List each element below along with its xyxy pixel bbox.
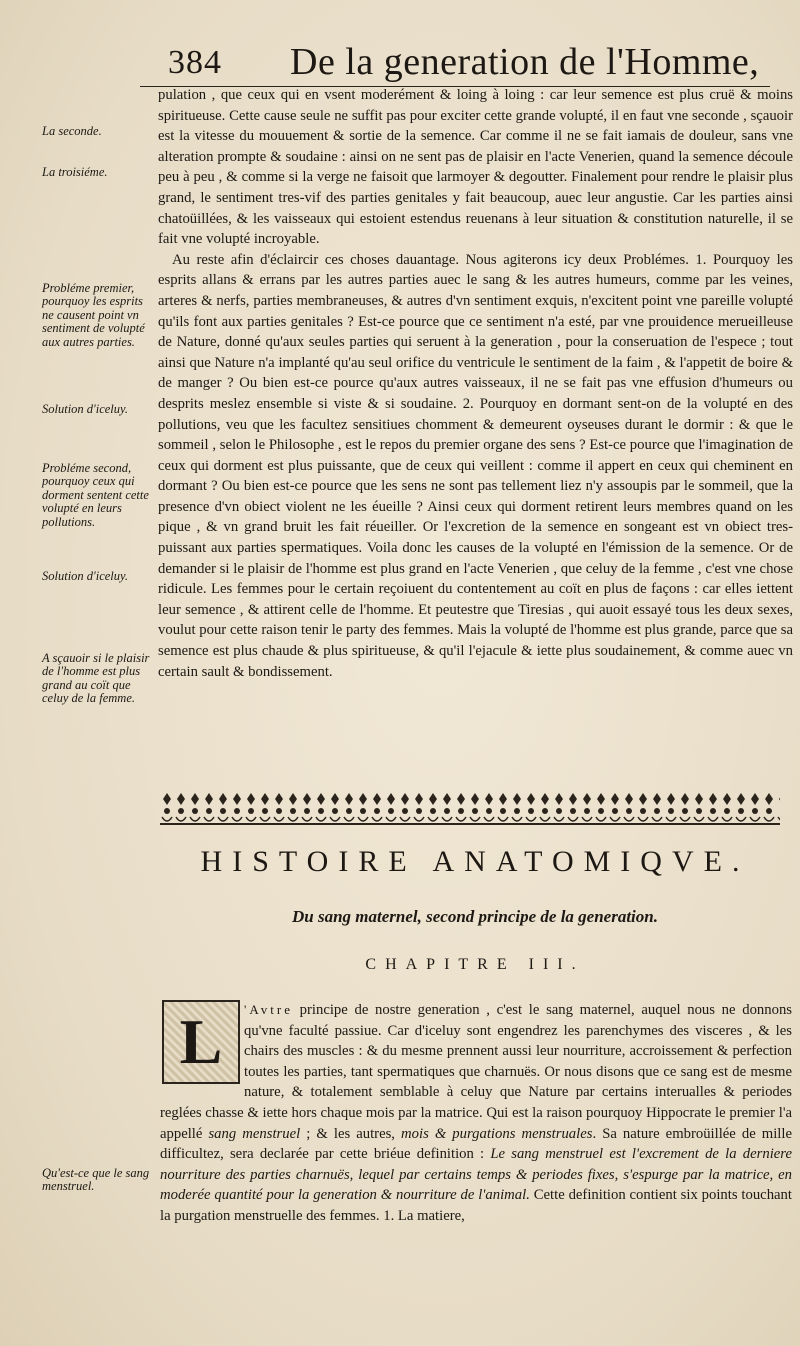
margin-note-sang-menstruel: Qu'est-ce que le sang menstruel.: [42, 1166, 150, 1194]
drop-cap: [162, 1000, 240, 1084]
chapter-heading: CHAPITRE III.: [365, 956, 585, 973]
drop-cap-letter: L: [179, 1006, 223, 1077]
margin-note-plaisir: A sçauoir si le plaisir de l'homme est plus grand au coït que celuy de la femme.: [42, 651, 150, 706]
margin-note-seconde: La seconde.: [42, 124, 102, 138]
margin-note-probleme-premier: Probléme premier, pourquoy les esprits ne causent point vn sentiment de volupté aux autres parties.: [42, 281, 145, 349]
paragraph: pulation , que ceux qui en vsent moderément & loing à loing : car leur semence est plus cruë & moins spiritueuse. Cette cause seule ne suffit pas pour exciter cette grande volupté, il en faut vne seconde , sçauoir est la vitesse du mouuement & sortie de la semence. Car comme il ne se fait iamais de douleur, sans vne alteration prompte & soudaine : ainsi on ne sent pas de plaisir en l'acte Venerien, quand la semence découle peu à peu , & comme si la verge ne faisoit que larmoyer & degoutter. Finalement pour rendre le plaisir plus grand, le sentiment tres-vif des parties genitales y fait beaucoup, auec leur angustie. Car les parties ainsi chatoüillées, & les vaisseaux qui estoient estendus reuenans à leur situation & constitution naturelle, il se fait vne volupté incroyable.: [158, 87, 793, 248]
chapter-text-part: . Sa nature embroüillée de mille difficultez, sera declarée par cette briéue definition :: [160, 1125, 792, 1163]
running-title: De la generation de l'Homme,: [290, 41, 760, 83]
chapter-text-part: ; & les autres,: [300, 1125, 402, 1142]
section-title: HISTOIRE ANATOMIQVE.: [200, 845, 750, 878]
opening-small-caps: 'Avtre: [244, 1002, 293, 1017]
section-subtitle: Du sang maternel, second principe de la generation.: [292, 907, 658, 926]
page-number: 384: [168, 44, 222, 81]
chapter-text: [160, 1000, 792, 1227]
page-header: [140, 36, 770, 87]
chapter-text-part: Cette definition contient six points touchant la purgation menstruelle des femmes. 1. La matiere,: [160, 1187, 792, 1224]
margin-note-probleme-second: Probléme second, pourquoy ceux qui dorment sentent cette volupté en leurs pollutions.: [42, 461, 149, 529]
paragraph: Au reste afin d'éclaircir ces choses dauantage. Nous agiterons icy deux Problémes. 1. Pourquoy les esprits allans & errans par les autres parties auec le sang & les autres humeurs, comme par les veines, arteres & nerfs, parties membraneuses, & autres d'vn sentiment exquis, n'excitent point vne pareille volupté qu'ils font aux parties genitales ? Est-ce pource que ce sentiment n'a esté, par vne prouidence merueilleuse de Nature, donné qu'aux seules parties qui seruent à la generation , pour la conseruation de l'espece ; tout ainsi que Nature n'a implanté qu'au seul orifice du ventricule le sentiment de la faim , & l'appetit de boire & de manger ? Ou bien est-ce pource qu'aux autres vaisseaux, il ne se fait pas vne effusion d'humeurs ou desprits meslez ensemble si viste & si soudaine. 2. Pourquoy en dormant sent-on de la volupté en des pollutions, veu que les facultez sensitiues chomment & demeurent oyseuses durant le dormir : & que le sommeil , selon le Philosophe , est le repos du premier organe des sens ? Est-ce pource que l'imagination de ceux qui dorment est plus puissante, que de ceux qui veillent : comme il appert en ceux qui cheminent en dormant ? Ou bien est-ce pource que les sens ne sont pas tellement liez n'y assoupis par le sommeil, que la presence d'vn obiect violent ne les éueille ? Ainsi ceux qui dorment retirent leurs membres quand on les pique , & vn grand bruit les fait réueiller. Or l'excretion de la semence en songeant est vn obiect tres-puissant aux parties spermatiques. Voila donc les causes de la volupté en l'émission de la semence. Or de demander si le plaisir de l'homme est plus grand en l'acte Venerien , que celuy de la femme , c'est vne chose ridicule. Les femmes pour le certain reçoiuent du contentement au coït en plus de façons : car elles iettent leur semence , & attirent celle de l'homme. Et peutestre que Tiresias , qui auoit essayé tous les deux sexes, voulut pour cette raison tenir le party des femmes. Mais la volupté de l'homme est plus grande, parce que sa semence est plus chaude & plus spiritueuse, & qu'il l'ejacule & iette plus soudainement, & comme auec vn certain sault & bondissement.: [158, 251, 793, 680]
chapter-italic-term: mois & purgations menstruales: [401, 1125, 593, 1142]
chapter-text-part: principe de nostre generation , c'est le sang maternel, auquel nous ne donnons qu'vne faculté passiue. Car d'iceluy sont engendrez les parenchymes des visceres , & les chairs des muscles : & du mesme prennent aussi leur nourriture, accroissement & perfection toutes les parties, tant spermatiques que charnuës. Or nous disons que ce sang est de mesme nature, & totalement semblable à celuy que Nature par certains interualles & periodes reglées chasse & iette hors chaque mois par la matrice. Qui est la raison pourquoy Hippocrate le premier l'a appellé: [160, 1002, 792, 1142]
body-text: [158, 85, 793, 682]
chapter-definition: Le sang menstruel est l'excrement de la derniere nourriture des parties charnuës, lequel par certains temps & periodes fixes, s'espurge par la matrice, en moderée quantité pour la generation & nourriture de l'animal.: [160, 1146, 792, 1204]
margin-note-solution-2: Solution d'iceluy.: [42, 569, 128, 583]
margin-note-troisieme: La troisiéme.: [42, 165, 108, 179]
chapter-italic-term: sang menstruel: [208, 1125, 301, 1142]
margin-note-solution-1: Solution d'iceluy.: [42, 402, 128, 416]
ornament-band-icon: [160, 789, 780, 829]
